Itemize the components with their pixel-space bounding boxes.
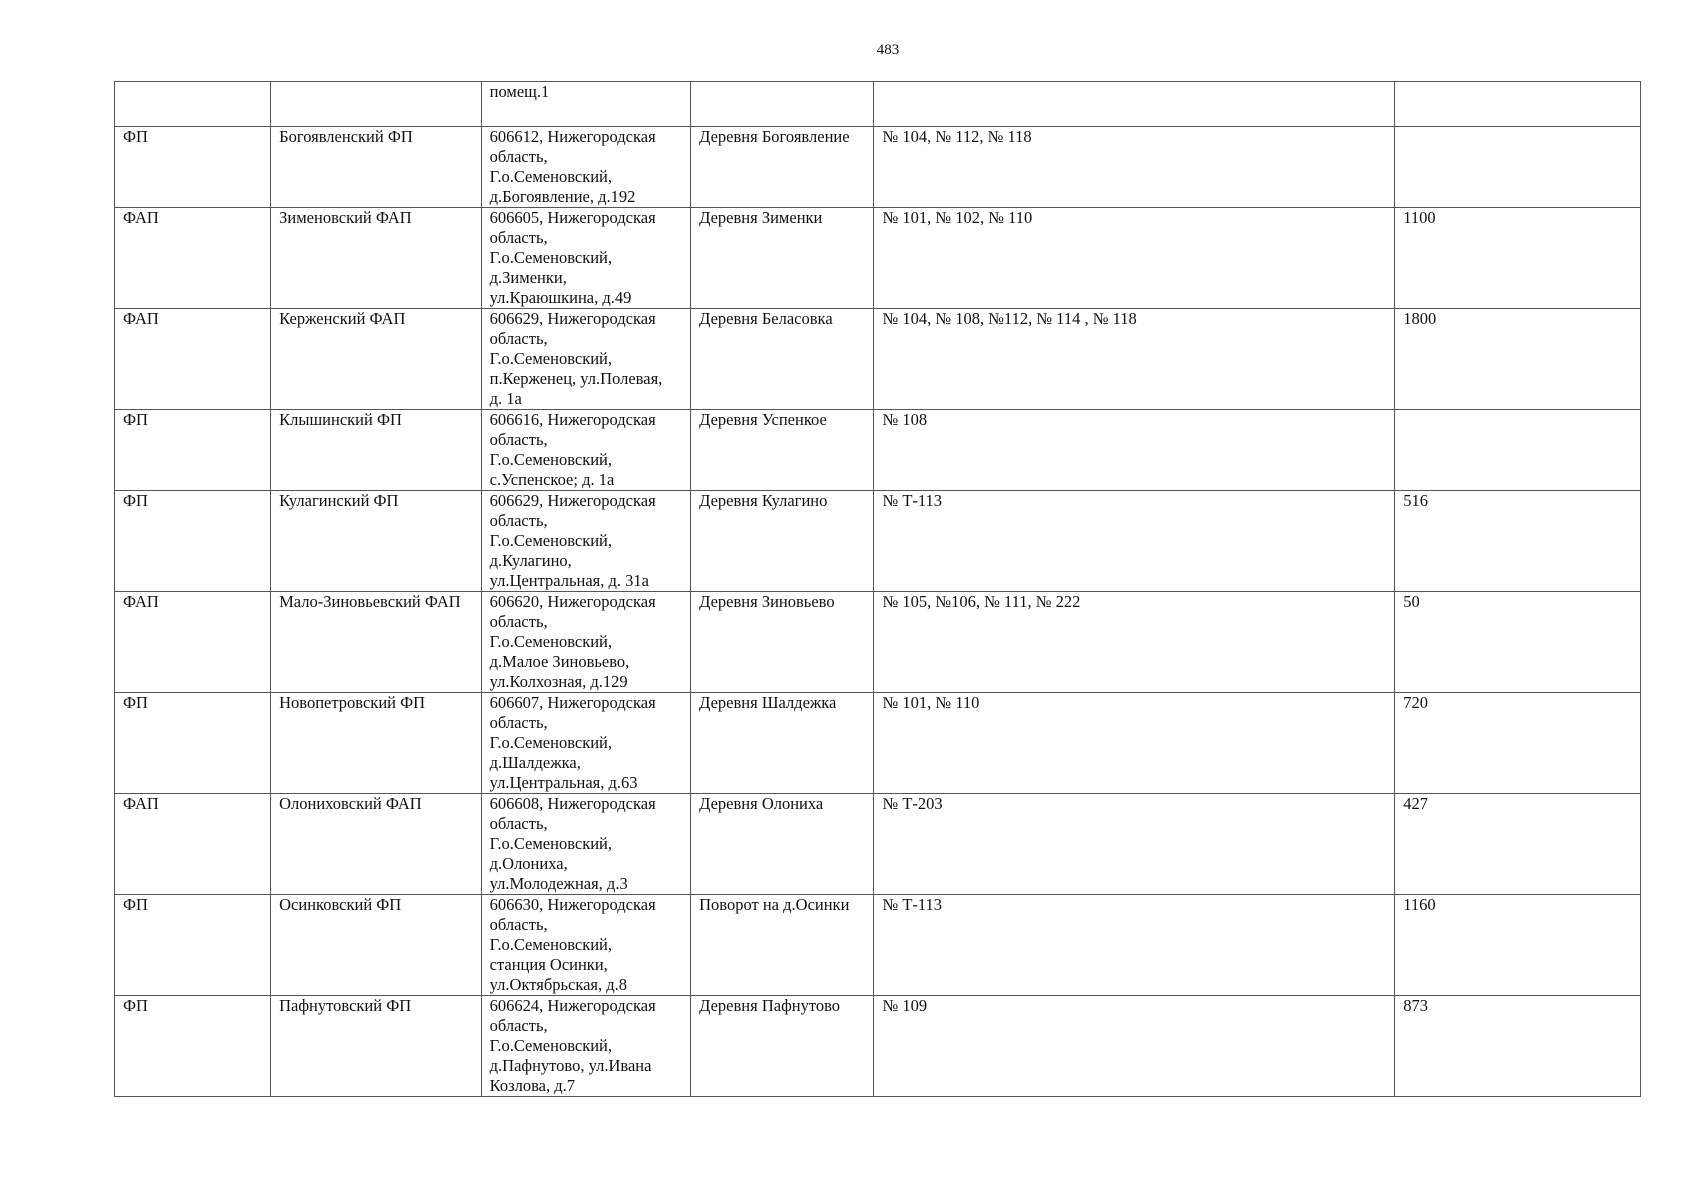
locality-cell: Деревня Зименки [691,208,874,309]
table-row [115,208,1641,309]
name-cell: Олониховский ФАП [271,794,482,895]
name-cell: Пафнутовский ФП [271,996,482,1097]
name-cell: Кулагинский ФП [271,491,482,592]
distance-cell: 1800 [1395,309,1641,410]
address-cell: помещ.1 [481,82,691,127]
locality-cell: Деревня Беласовка [691,309,874,410]
address-cell: 606605, Нижегородская область, Г.о.Семеновский, д.Зименки, ул.Краюшкина, д.49 [481,208,691,309]
type-cell: ФП [115,127,271,208]
name-cell: Зименовский ФАП [271,208,482,309]
table-row [115,82,1641,127]
distance-cell: 1160 [1395,895,1641,996]
type-cell [115,82,271,127]
address-cell: 606629, Нижегородская область, Г.о.Семеновский, д.Кулагино, ул.Центральная, д. 31а [481,491,691,592]
name-cell: Мало-Зиновьевский ФАП [271,592,482,693]
name-cell [271,82,482,127]
distance-cell [1395,82,1641,127]
routes-cell: № Т-113 [874,491,1395,592]
address-cell: 606630, Нижегородская область, Г.о.Семеновский, станция Осинки, ул.Октябрьская, д.8 [481,895,691,996]
routes-cell: № 109 [874,996,1395,1097]
page-number: 483 [876,42,900,58]
distance-cell: 720 [1395,693,1641,794]
distance-cell: 50 [1395,592,1641,693]
table-row [115,309,1641,410]
routes-cell: № 108 [874,410,1395,491]
distance-cell: 873 [1395,996,1641,1097]
locality-cell: Поворот на д.Осинки [691,895,874,996]
table-row [115,410,1641,491]
type-cell: ФАП [115,309,271,410]
table-row [115,693,1641,794]
address-cell: 606612, Нижегородская область, Г.о.Семеновский, д.Богоявление, д.192 [481,127,691,208]
name-cell: Богоявленский ФП [271,127,482,208]
distance-cell: 516 [1395,491,1641,592]
address-cell: 606607, Нижегородская область, Г.о.Семеновский, д.Шалдежка, ул.Центральная, д.63 [481,693,691,794]
table-row [115,127,1641,208]
address-cell: 606608, Нижегородская область, Г.о.Семеновский, д.Олониха, ул.Молодежная, д.3 [481,794,691,895]
name-cell: Новопетровский ФП [271,693,482,794]
locality-cell: Деревня Зиновьево [691,592,874,693]
type-cell: ФП [115,410,271,491]
table-row [115,895,1641,996]
type-cell: ФАП [115,208,271,309]
routes-cell: № 101, № 102, № 110 [874,208,1395,309]
routes-cell: № Т-113 [874,895,1395,996]
table-row [115,794,1641,895]
locality-cell: Деревня Пафнутово [691,996,874,1097]
locality-cell: Деревня Успенкое [691,410,874,491]
name-cell: Клышинский ФП [271,410,482,491]
locality-cell: Деревня Олониха [691,794,874,895]
routes-cell: № 104, № 108, №112, № 114 , № 118 [874,309,1395,410]
facilities-table [114,81,1641,1097]
name-cell: Керженский ФАП [271,309,482,410]
locality-cell [691,82,874,127]
table-row [115,592,1641,693]
routes-cell: № 104, № 112, № 118 [874,127,1395,208]
table-row [115,996,1641,1097]
type-cell: ФП [115,491,271,592]
distance-cell: 427 [1395,794,1641,895]
locality-cell: Деревня Шалдежка [691,693,874,794]
locality-cell: Деревня Кулагино [691,491,874,592]
routes-cell: № 105, №106, № 111, № 222 [874,592,1395,693]
routes-cell: № Т-203 [874,794,1395,895]
distance-cell: 1100 [1395,208,1641,309]
address-cell: 606616, Нижегородская область, Г.о.Семеновский, с.Успенское; д. 1а [481,410,691,491]
type-cell: ФП [115,996,271,1097]
type-cell: ФАП [115,794,271,895]
distance-cell [1395,410,1641,491]
type-cell: ФП [115,895,271,996]
routes-cell: № 101, № 110 [874,693,1395,794]
address-cell: 606629, Нижегородская область, Г.о.Семеновский, п.Керженец, ул.Полевая, д. 1а [481,309,691,410]
name-cell: Осинковский ФП [271,895,482,996]
address-cell: 606620, Нижегородская область, Г.о.Семеновский, д.Малое Зиновьево, ул.Колхозная, д.129 [481,592,691,693]
table-row [115,491,1641,592]
type-cell: ФП [115,693,271,794]
type-cell: ФАП [115,592,271,693]
routes-cell [874,82,1395,127]
locality-cell: Деревня Богоявление [691,127,874,208]
address-cell: 606624, Нижегородская область, Г.о.Семеновский, д.Пафнутово, ул.Ивана Козлова, д.7 [481,996,691,1097]
distance-cell [1395,127,1641,208]
